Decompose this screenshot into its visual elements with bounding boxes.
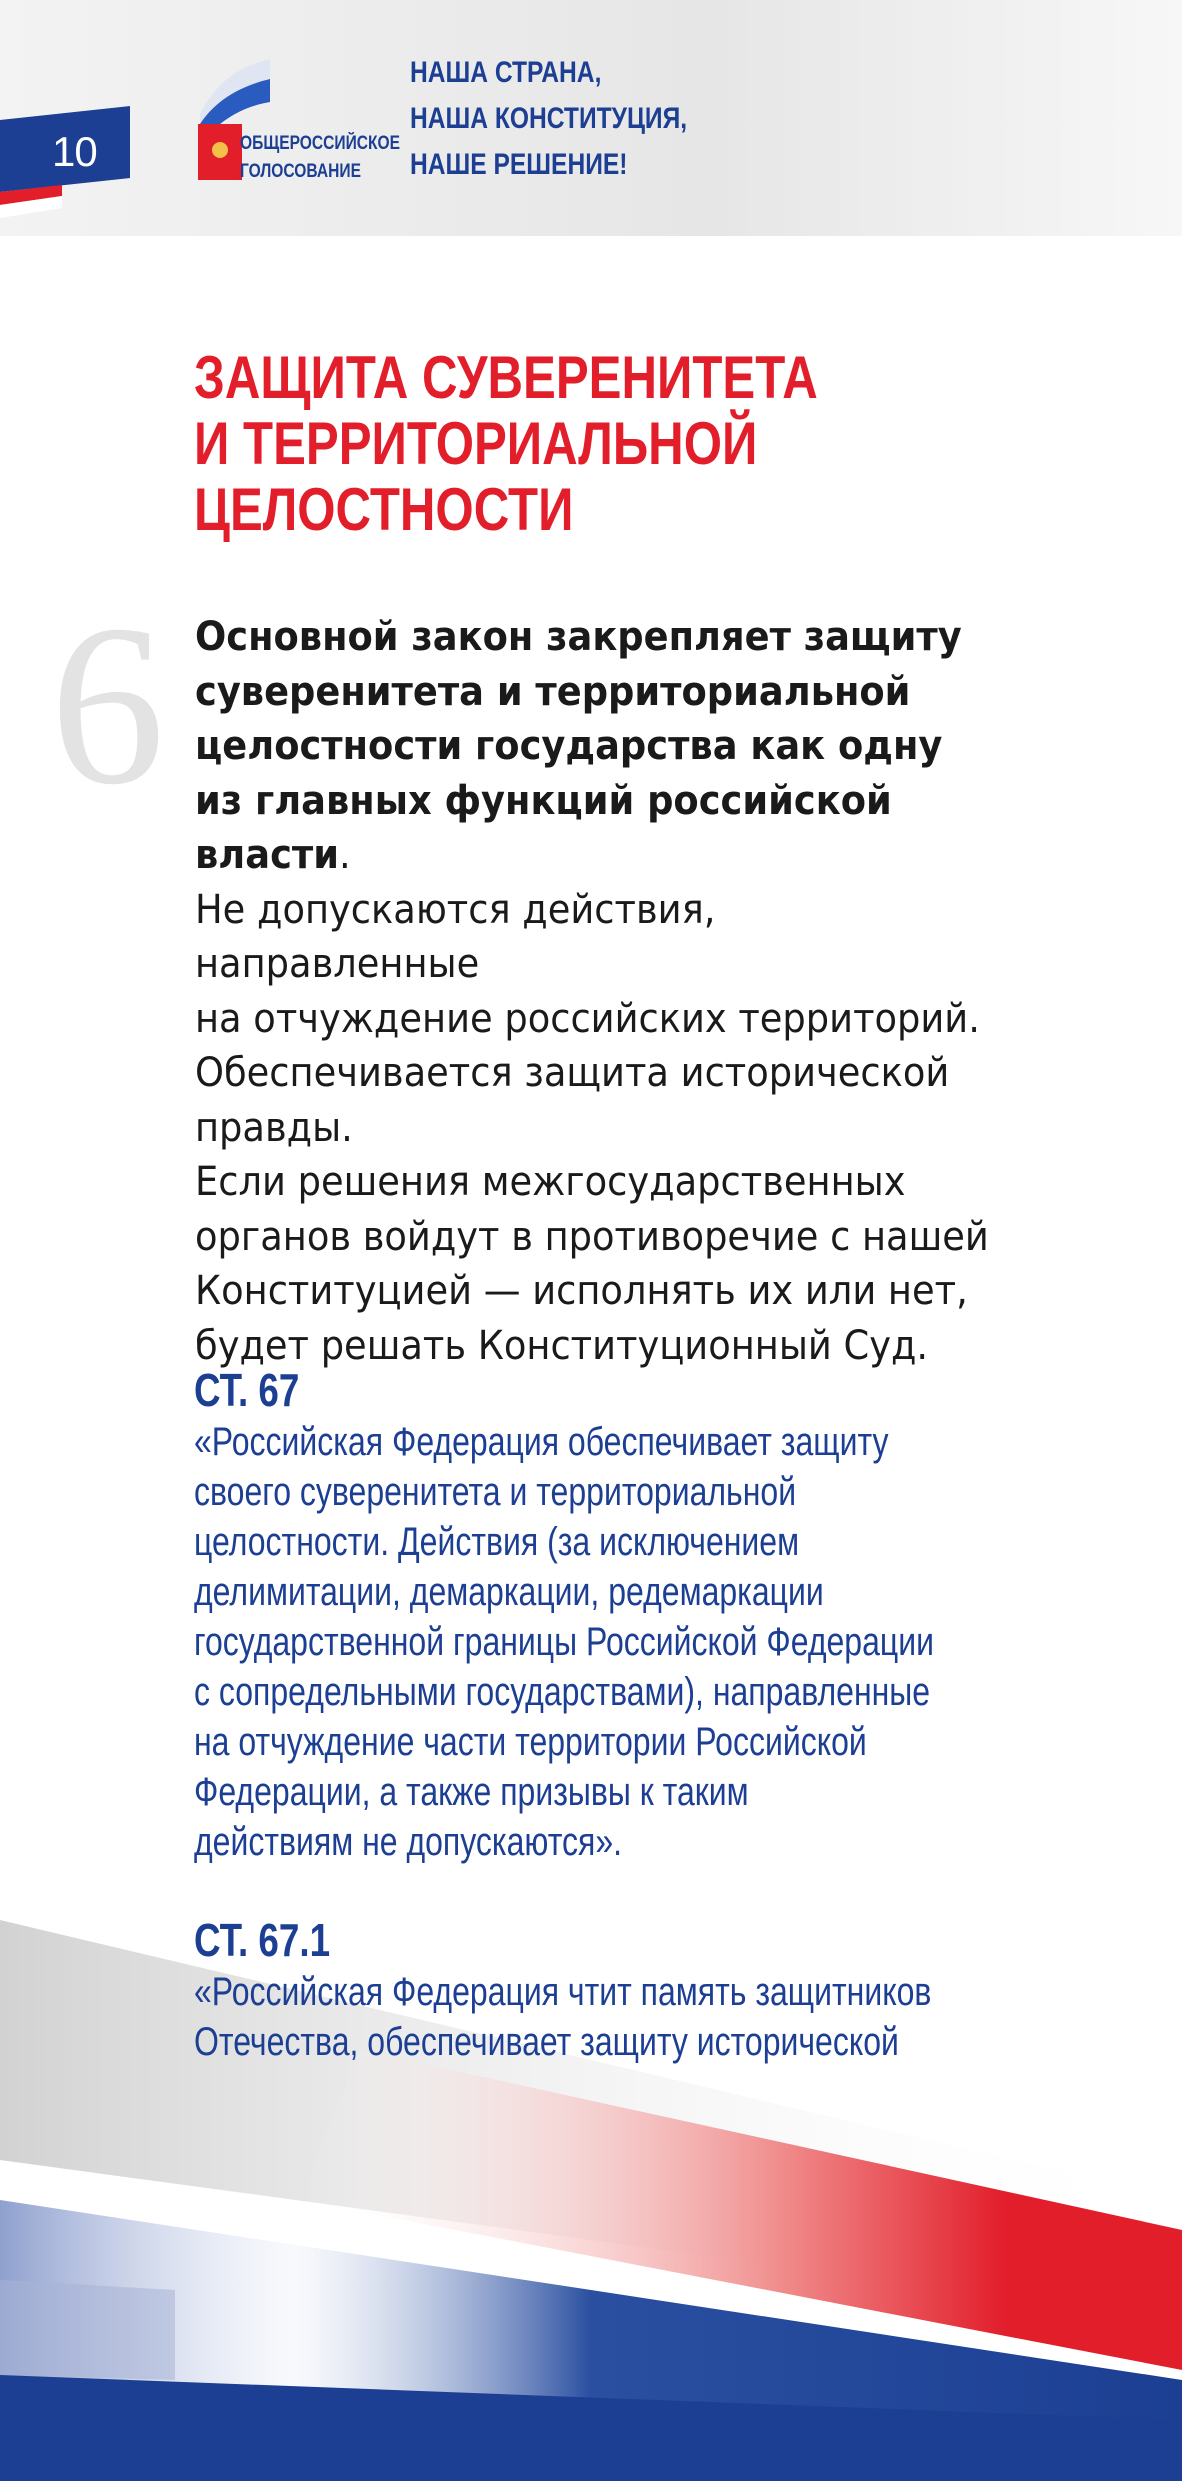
article-number: СТ. 67.1 [194,1914,331,1966]
article-67 [194,1363,994,1867]
section-number: 6 [50,577,165,832]
article-quote-line: действиям не допускаются». [194,1820,622,1864]
article-quote-line: Отечества, обеспечивает защиту исторической [194,2020,899,2064]
title-line: ЗАЩИТА СУВЕРЕНИТЕТА [194,344,818,411]
logo-caption [240,130,400,186]
article-quote-line: «Российская Федерация обеспечивает защиту [194,1420,889,1464]
section-title [194,345,932,543]
body-line: будет решать Конституционный Суд. [195,1322,929,1369]
logo-caption-line: ГОЛОСОВАНИЕ [240,161,361,182]
body-bold-line: из главных функций российской власти [195,777,892,878]
article-quote-line: на отчуждение части территории Российской [194,1720,867,1764]
slogan-line: НАША СТРАНА, [410,56,602,89]
body-line: органов войдут в противоречие с нашей [195,1213,989,1260]
article-quote-line: Федерации, а также призывы к таким [194,1770,749,1814]
title-line: ЦЕЛОСТНОСТИ [194,476,574,543]
body-bold-line: Основной закон закрепляет защиту [195,614,962,660]
article-number: СТ. 67 [194,1364,300,1416]
article-quote-line: своего суверенитета и территориальной [194,1470,797,1514]
body-bold-line-with-tail [195,774,1005,883]
article-quote-line: государственной границы Российской Федерации [194,1620,934,1664]
header-slogan [410,50,687,188]
body-line: правды. [195,1104,353,1151]
logo-caption-line: ОБЩЕРОССИЙСКОЕ [240,133,401,154]
body-line: Если решения межгосударственных [195,1159,906,1205]
body-line: Конституцией — исполнять их или нет, [195,1268,968,1314]
section-body [195,610,1005,1373]
article-67-1 [194,1913,994,2067]
slogan-line: НАША КОНСТИТУЦИЯ, [410,102,688,135]
article-quote-line: с сопредельными государствами), направленные [194,1670,931,1714]
slogan-line: НАШЕ РЕШЕНИЕ! [410,148,628,181]
body-bold-line: суверенитета и территориальной [195,668,911,715]
article-quote-line: делимитации, демаркации, редемаркации [194,1570,824,1614]
deco-blue-left-accent [0,2280,175,2380]
body-bold-line: целостности государства как одну [195,723,943,769]
body-bold-tail: . [339,832,351,878]
title-line: И ТЕРРИТОРИАЛЬНОЙ [194,410,758,477]
body-line: Не допускаются действия, направленные [195,886,716,987]
body-line: Обеспечивается защита исторической [195,1050,950,1096]
page-number: 10 [52,128,97,175]
article-quote-line: целостности. Действия (за исключением [194,1520,800,1564]
body-line: на отчуждение российских территорий. [195,995,980,1042]
article-quote-line: «Российская Федерация чтит память защитников [194,1970,932,2014]
page-header [0,0,1182,236]
